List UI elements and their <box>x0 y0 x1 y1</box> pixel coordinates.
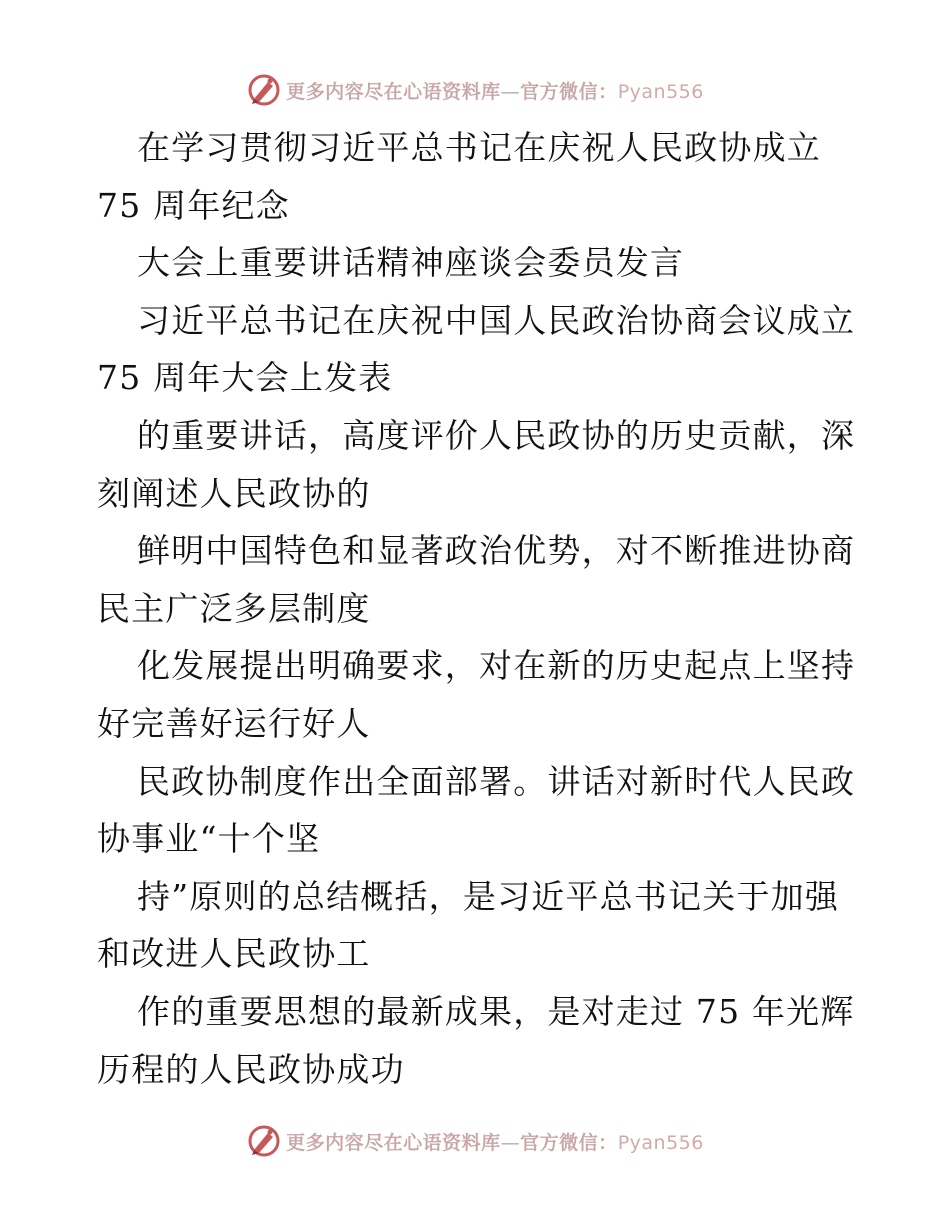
text-line: 好完善好运行好人 <box>97 703 371 743</box>
text-line: 75 周年纪念 <box>97 185 290 225</box>
watermark-dash: — <box>500 1131 521 1154</box>
text-line: 化发展提出明确要求，对在新的历史起点上坚持 <box>137 646 856 686</box>
watermark-site: 更多内容尽在心语资料库 <box>286 80 501 103</box>
text-line: 和改进人民政协工 <box>97 934 371 974</box>
document-body <box>97 119 857 1098</box>
text-line: 在学习贯彻习近平总书记在庆祝人民政协成立 <box>137 128 821 167</box>
text-line: 协事业“十个坚 <box>97 819 321 859</box>
text-line: 的重要讲话，高度评价人民政协的历史贡献，深 <box>137 415 856 455</box>
text-line: 刻阐述人民政协的 <box>97 473 371 513</box>
text-line: 作的重要思想的最新成果，是对走过 75 年光辉 <box>137 991 855 1031</box>
watermark-handle: Pyan556 <box>617 1131 704 1154</box>
text-line: 历程的人民政协成功 <box>97 1049 405 1089</box>
watermark-handle: Pyan556 <box>617 80 704 103</box>
text-line: 75 周年大会上发表 <box>97 358 393 398</box>
text-line: 民主广泛多层制度 <box>97 588 371 628</box>
text-line: 鲜明中国特色和显著政治优势，对不断推进协商 <box>137 531 856 571</box>
watermark-text <box>286 1128 704 1155</box>
watermark-dash: — <box>500 80 521 103</box>
text-line: 习近平总书记在庆祝中国人民政治协商会议成立 <box>137 300 856 340</box>
watermark-site: 更多内容尽在心语资料库 <box>286 1131 501 1154</box>
text-line: 民政协制度作出全面部署。讲话对新时代人民政 <box>137 761 856 801</box>
pen-logo-icon <box>246 72 282 108</box>
watermark-text <box>286 77 704 104</box>
header-watermark <box>0 70 950 110</box>
watermark-wechat-label: 官方微信： <box>520 1131 618 1154</box>
pen-logo-icon <box>246 1123 282 1159</box>
text-line: 大会上重要讲话精神座谈会委员发言 <box>137 243 685 283</box>
watermark-wechat-label: 官方微信： <box>520 80 618 103</box>
text-line: 持”原则的总结概括，是习近平总书记关于加强 <box>137 876 840 916</box>
footer-watermark <box>0 1121 950 1161</box>
